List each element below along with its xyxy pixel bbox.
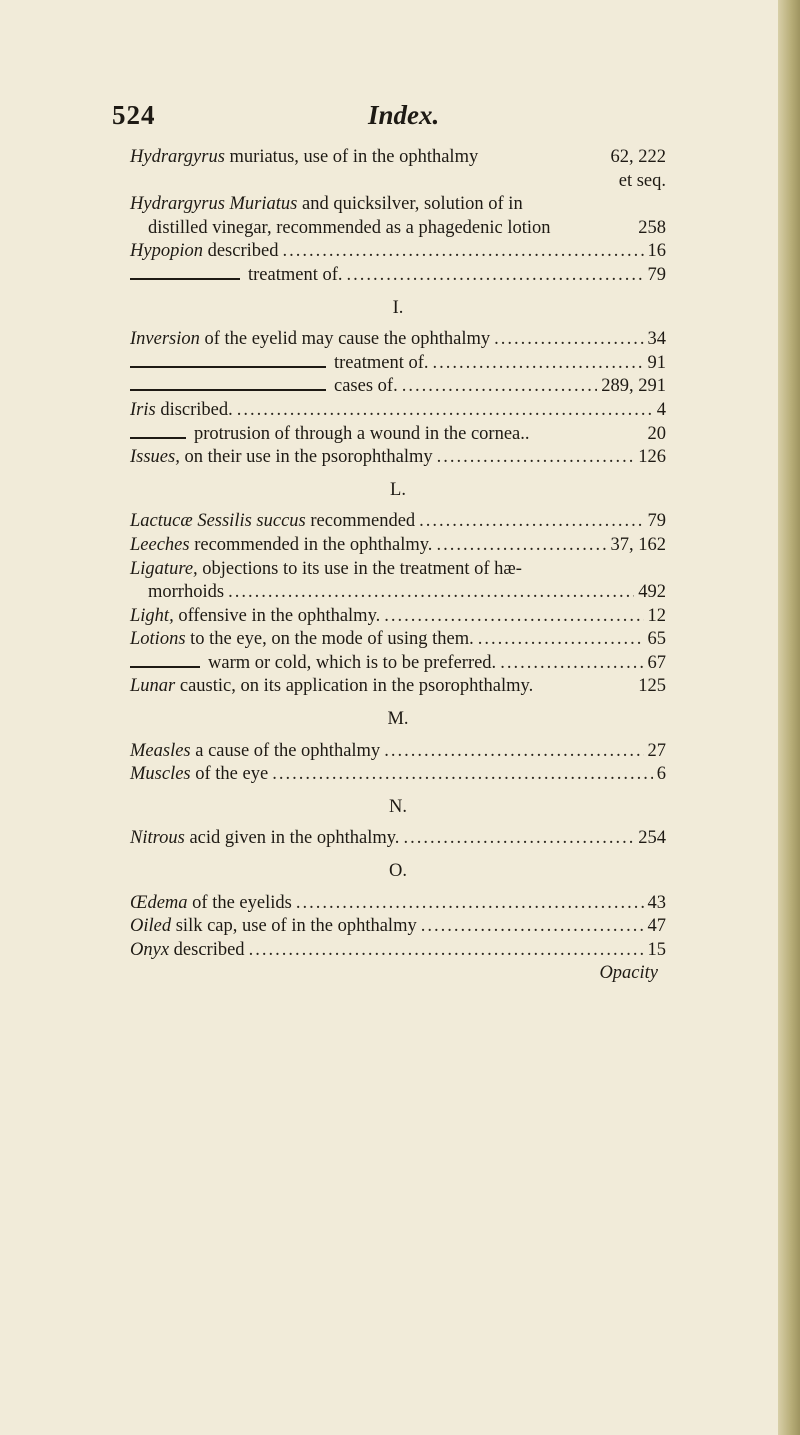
index-entry: [130, 892, 666, 916]
entry-keyword: Hydrargyrus Muriatus: [130, 194, 298, 215]
index-entry: [130, 399, 666, 423]
dot-leader: [237, 399, 653, 423]
entry-text: objections to its use in the treatment of hæ-: [202, 558, 522, 579]
entry-text: warm or cold, which is to be preferred.: [208, 652, 497, 673]
entry-text: acid given in the ophthalmy.: [189, 828, 400, 849]
index-entry: [130, 558, 666, 605]
entry-keyword: Iris: [130, 399, 156, 420]
entry-keyword: Hydrargyrus: [130, 147, 225, 167]
entry-text: described: [173, 939, 245, 960]
index-entry: [130, 446, 666, 470]
page-edge: [778, 0, 800, 1435]
section-letter: O.: [389, 861, 407, 882]
dot-leader: [402, 375, 598, 399]
section-letter: L.: [390, 479, 406, 500]
index-entry: [130, 939, 666, 963]
dot-leader: [433, 352, 644, 376]
dot-leader: [403, 827, 634, 851]
section-letter: M.: [387, 709, 409, 730]
entry-text: a cause of the ophthalmy: [195, 740, 381, 761]
index-subentry: [130, 352, 666, 376]
entry-pages: 126: [638, 447, 666, 468]
index-subentry: [130, 423, 666, 447]
dot-leader: [478, 628, 644, 652]
entry-pages: 12: [647, 605, 666, 626]
dot-leader: [419, 510, 643, 534]
dot-leader: [437, 446, 635, 470]
dot-leader: [228, 581, 634, 605]
dot-leader: [282, 240, 643, 264]
entry-keyword: Measles: [130, 740, 191, 761]
entry-text: treatment of.: [248, 264, 343, 285]
entry-text: caustic, on its application in the psorophthalmy.: [179, 676, 534, 697]
index-entry: [130, 763, 666, 787]
entry-text: recommended: [310, 511, 416, 532]
entry-text: on their use in the psorophthalmy: [184, 447, 433, 468]
entry-pages: 67: [647, 652, 666, 673]
index-entry: [130, 827, 666, 851]
index-entry: [130, 240, 666, 264]
index-entry: [130, 675, 666, 699]
ditto-dash: [130, 389, 326, 391]
index-entry: [130, 534, 666, 558]
entry-keyword: Hypopion: [130, 241, 203, 262]
entry-keyword: Lunar: [130, 676, 176, 697]
dot-leader: [500, 652, 643, 676]
entry-pages: 62, 222: [610, 147, 666, 167]
entry-text: discribed.: [160, 399, 233, 420]
entry-text: cases of.: [334, 376, 398, 397]
index-content: [130, 146, 666, 986]
entry-keyword: Inversion: [130, 329, 200, 350]
ditto-dash: [130, 437, 186, 439]
index-entry: [130, 628, 666, 652]
entry-pages: 258: [638, 217, 666, 238]
entry-pages: 20: [647, 423, 666, 444]
dot-leader: [494, 328, 643, 352]
entry-pages: 65: [647, 629, 666, 650]
entry-pages: 15: [647, 939, 666, 960]
index-entry: [130, 328, 666, 352]
dot-leader: [296, 892, 644, 916]
entry-text: muriatus, use of in the ophthalmy: [229, 147, 479, 167]
entry-text: silk cap, use of in the ophthalmy: [175, 916, 417, 937]
dot-leader: [436, 534, 606, 558]
entry-pages: 79: [647, 511, 666, 532]
entry-pages: 6: [656, 764, 666, 785]
entry-keyword: Lactucæ Sessilis succus: [130, 511, 306, 532]
entry-keyword: Light,: [130, 605, 174, 626]
dot-leader: [384, 740, 643, 764]
index-subentry: [130, 652, 666, 676]
entry-text: treatment of.: [334, 352, 429, 373]
entry-keyword: Œdema: [130, 892, 188, 913]
entry-pages: 34: [647, 329, 666, 350]
entry-keyword: Leeches: [130, 534, 190, 555]
ditto-dash: [130, 666, 200, 668]
page-header: [112, 100, 672, 140]
entry-keyword: Nitrous: [130, 828, 185, 849]
entry-pages: 289, 291: [601, 376, 666, 397]
entry-keyword: Onyx: [130, 939, 170, 960]
dot-leader: [272, 763, 653, 787]
entry-pages: 4: [656, 399, 666, 420]
entry-text: of the eyelid may cause the ophthalmy: [204, 329, 491, 350]
entry-pages: 492: [638, 582, 666, 603]
index-entry: [130, 740, 666, 764]
index-entry: [130, 510, 666, 534]
section-letter: N.: [389, 796, 407, 817]
entry-pages: 43: [647, 892, 666, 913]
index-entry: [130, 193, 666, 240]
dot-leader: [347, 264, 644, 288]
page-title: Index.: [368, 100, 440, 130]
entry-pages: 91: [647, 352, 666, 373]
entry-continuation: morrhoids: [148, 582, 225, 603]
entry-text: offensive in the ophthalmy.: [178, 605, 381, 626]
entry-text: protrusion of through a wound in the cornea..: [194, 423, 530, 444]
entry-text: and quicksilver, solution of in: [301, 194, 523, 215]
dot-leader: [384, 605, 643, 629]
index-subentry: [130, 264, 666, 288]
entry-keyword: Muscles: [130, 764, 191, 785]
entry-text: of the eye: [195, 764, 269, 785]
dot-leader: [421, 915, 644, 939]
entry-text: described: [207, 241, 279, 262]
entry-pages: 27: [647, 740, 666, 761]
index-subentry: [130, 375, 666, 399]
entry-pages: 47: [647, 916, 666, 937]
index-entry: [130, 146, 666, 193]
page-number: 524: [112, 100, 156, 130]
dot-leader: [249, 939, 644, 963]
entry-keyword: Ligature,: [130, 558, 198, 579]
entry-pages: 125: [638, 676, 666, 697]
entry-pages: 254: [638, 828, 666, 849]
entry-keyword: Issues,: [130, 447, 180, 468]
ditto-dash: [130, 278, 240, 280]
entry-text: of the eyelids: [192, 892, 292, 913]
entry-pages: 79: [647, 264, 666, 285]
entry-continuation: et seq.: [618, 170, 666, 191]
index-entry: [130, 915, 666, 939]
entry-keyword: Oiled: [130, 916, 172, 937]
entry-text: recommended in the ophthalmy.: [194, 534, 433, 555]
entry-continuation: distilled vinegar, recommended as a phagedenic lotion: [148, 217, 551, 238]
entry-keyword: Lotions: [130, 629, 186, 650]
entry-pages: 37, 162: [610, 534, 666, 555]
index-entry: [130, 605, 666, 629]
entry-text: to the eye, on the mode of using them.: [190, 629, 474, 650]
entry-pages: 16: [647, 241, 666, 262]
ditto-dash: [130, 366, 326, 368]
catchword: Opacity: [599, 963, 658, 984]
section-letter: I.: [392, 297, 404, 318]
